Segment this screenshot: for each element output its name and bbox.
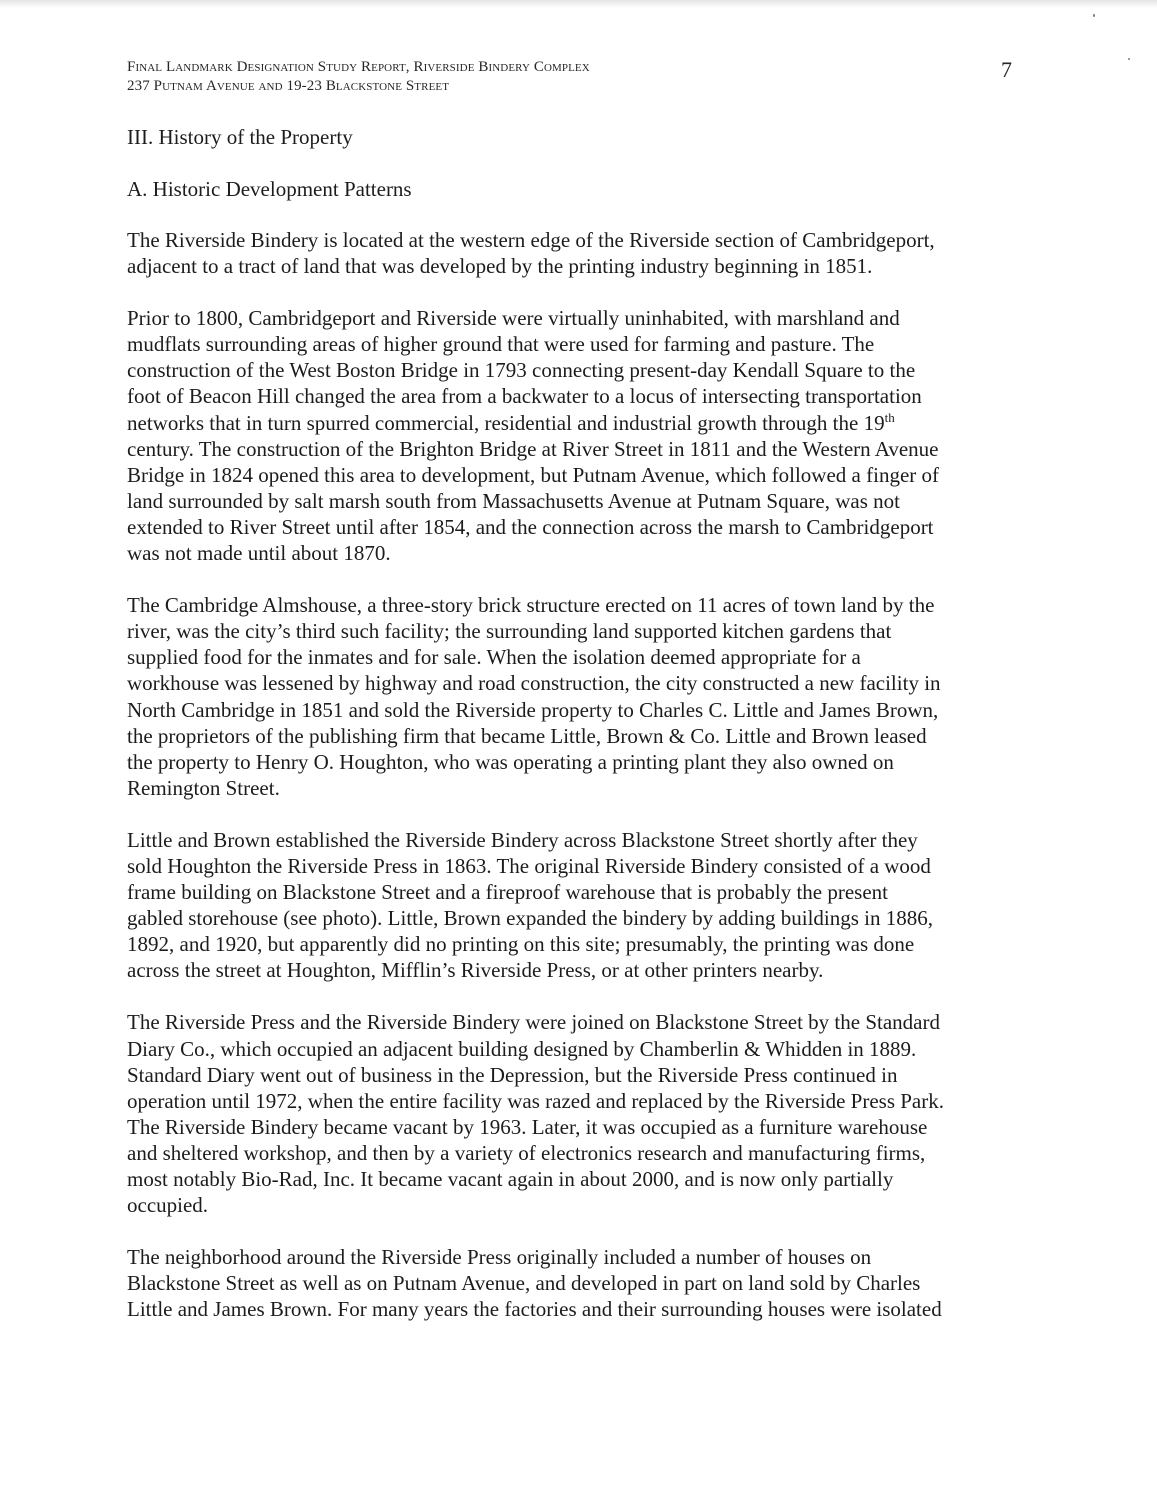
- text-line: was not made until about 1870.: [127, 541, 391, 566]
- running-header: [127, 58, 827, 96]
- header-line-1: Final Landmark Designation Study Report, Riverside Bindery Complex: [127, 59, 590, 75]
- text-line: supplied food for the inmates and for sale. When the isolation deemed appropriate for a: [127, 645, 861, 670]
- text-line: The neighborhood around the Riverside Press originally included a number of houses on: [127, 1245, 872, 1270]
- text-line: operation until 1972, when the entire facility was razed and replaced by the Riverside Press Park.: [127, 1088, 944, 1113]
- text-line: construction of the West Boston Bridge in 1793 connecting present-day Kendall Square to the: [127, 358, 916, 383]
- text-line: adjacent to a tract of land that was developed by the printing industry beginning in 1851.: [127, 254, 873, 279]
- text-line: foot of Beacon Hill changed the area from a backwater to a locus of intersecting transportation: [127, 384, 922, 409]
- text-line: The Riverside Bindery became vacant by 1963. Later, it was occupied as a furniture warehouse: [127, 1114, 928, 1139]
- paragraph: [127, 827, 1027, 984]
- page-number: 7: [1001, 57, 1012, 82]
- paragraph: [127, 1244, 1027, 1322]
- text-line: Remington Street.: [127, 775, 280, 800]
- text-line: frame building on Blackstone Street and a fireproof warehouse that is probably the present: [127, 880, 889, 905]
- text-line: occupied.: [127, 1193, 209, 1218]
- text-line: The Riverside Bindery is located at the western edge of the Riverside section of Cambridgeport,: [127, 228, 935, 252]
- paragraph: [127, 592, 1027, 801]
- text-line: most notably Bio-Rad, Inc. It became vacant again in about 2000, and is now only partially: [127, 1167, 894, 1191]
- text-line: Prior to 1800, Cambridgeport and Riverside were virtually uninhabited, with marshland and: [127, 306, 900, 331]
- scan-speck: [1128, 58, 1130, 60]
- text-line: networks that in turn spurred commercial, residential and industrial growth through the 19th: [127, 409, 895, 435]
- text-line: the property to Henry O. Houghton, who was operating a printing plant they also owned on: [127, 749, 894, 774]
- text-line: North Cambridge in 1851 and sold the Riverside property to Charles C. Little and James Brown,: [127, 697, 939, 722]
- text-line: mudflats surrounding areas of higher ground that were used for farming and pasture. The: [127, 332, 875, 357]
- text-line: the proprietors of the publishing firm that became Little, Brown & Co. Little and Brown leased: [127, 723, 927, 748]
- paragraph: [127, 305, 1027, 566]
- text-line: Little and Brown established the Riverside Bindery across Blackstone Street shortly after they: [127, 827, 918, 852]
- text-line: Diary Co., which occupied an adjacent building designed by Chamberlin & Whidden in 1889.: [127, 1036, 917, 1061]
- text-line: Blackstone Street as well as on Putnam Avenue, and developed in part on land sold by Charles: [127, 1271, 921, 1296]
- text-line: river, was the city’s third such facility; the surrounding land supported kitchen gardens that: [127, 619, 892, 644]
- body-text: [127, 227, 1027, 1348]
- header-line-2: 237 Putnam Avenue and 19-23 Blackstone Street: [127, 78, 450, 94]
- paragraph: [127, 227, 1027, 279]
- text-line: land surrounded by salt marsh south from Massachusetts Avenue at Putnam Square, was not: [127, 488, 900, 513]
- text-line: and sheltered workshop, and then by a variety of electronics research and manufacturing firms,: [127, 1140, 926, 1165]
- section-heading: III. History of the Property: [127, 125, 353, 149]
- text-line: Little and James Brown. For many years the factories and their surrounding houses were isolated: [127, 1297, 942, 1322]
- scan-speck: [1093, 14, 1095, 17]
- text-line: century. The construction of the Brighton Bridge at River Street in 1811 and the Western Avenue: [127, 436, 939, 461]
- text-line: The Cambridge Almshouse, a three-story brick structure erected on 11 acres of town land by the: [127, 593, 935, 618]
- text-line: Bridge in 1824 opened this area to development, but Putnam Avenue, which followed a finger of: [127, 462, 939, 487]
- text-line: 1892, and 1920, but apparently did no printing on this site; presumably, the printing was done: [127, 932, 915, 957]
- text-line: Standard Diary went out of business in the Depression, but the Riverside Press continued in: [127, 1062, 898, 1087]
- paragraph: [127, 1009, 1027, 1218]
- text-line: gabled storehouse (see photo). Little, Brown expanded the bindery by adding buildings in 1886,: [127, 906, 934, 931]
- subsection-heading: A. Historic Development Patterns: [127, 177, 412, 201]
- text-line: sold Houghton the Riverside Press in 1863. The original Riverside Bindery consisted of a wood: [127, 853, 931, 878]
- text-line: workhouse was lessened by highway and road construction, the city constructed a new facility in: [127, 671, 941, 696]
- text-line: across the street at Houghton, Mifflin’s Riverside Press, or at other printers nearby.: [127, 958, 824, 983]
- scan-edge-shading: [0, 0, 1157, 8]
- text-line: extended to River Street until after 1854, and the connection across the marsh to Cambridgeport: [127, 514, 934, 539]
- text-line: The Riverside Press and the Riverside Bindery were joined on Blackstone Street by the Standard: [127, 1010, 940, 1035]
